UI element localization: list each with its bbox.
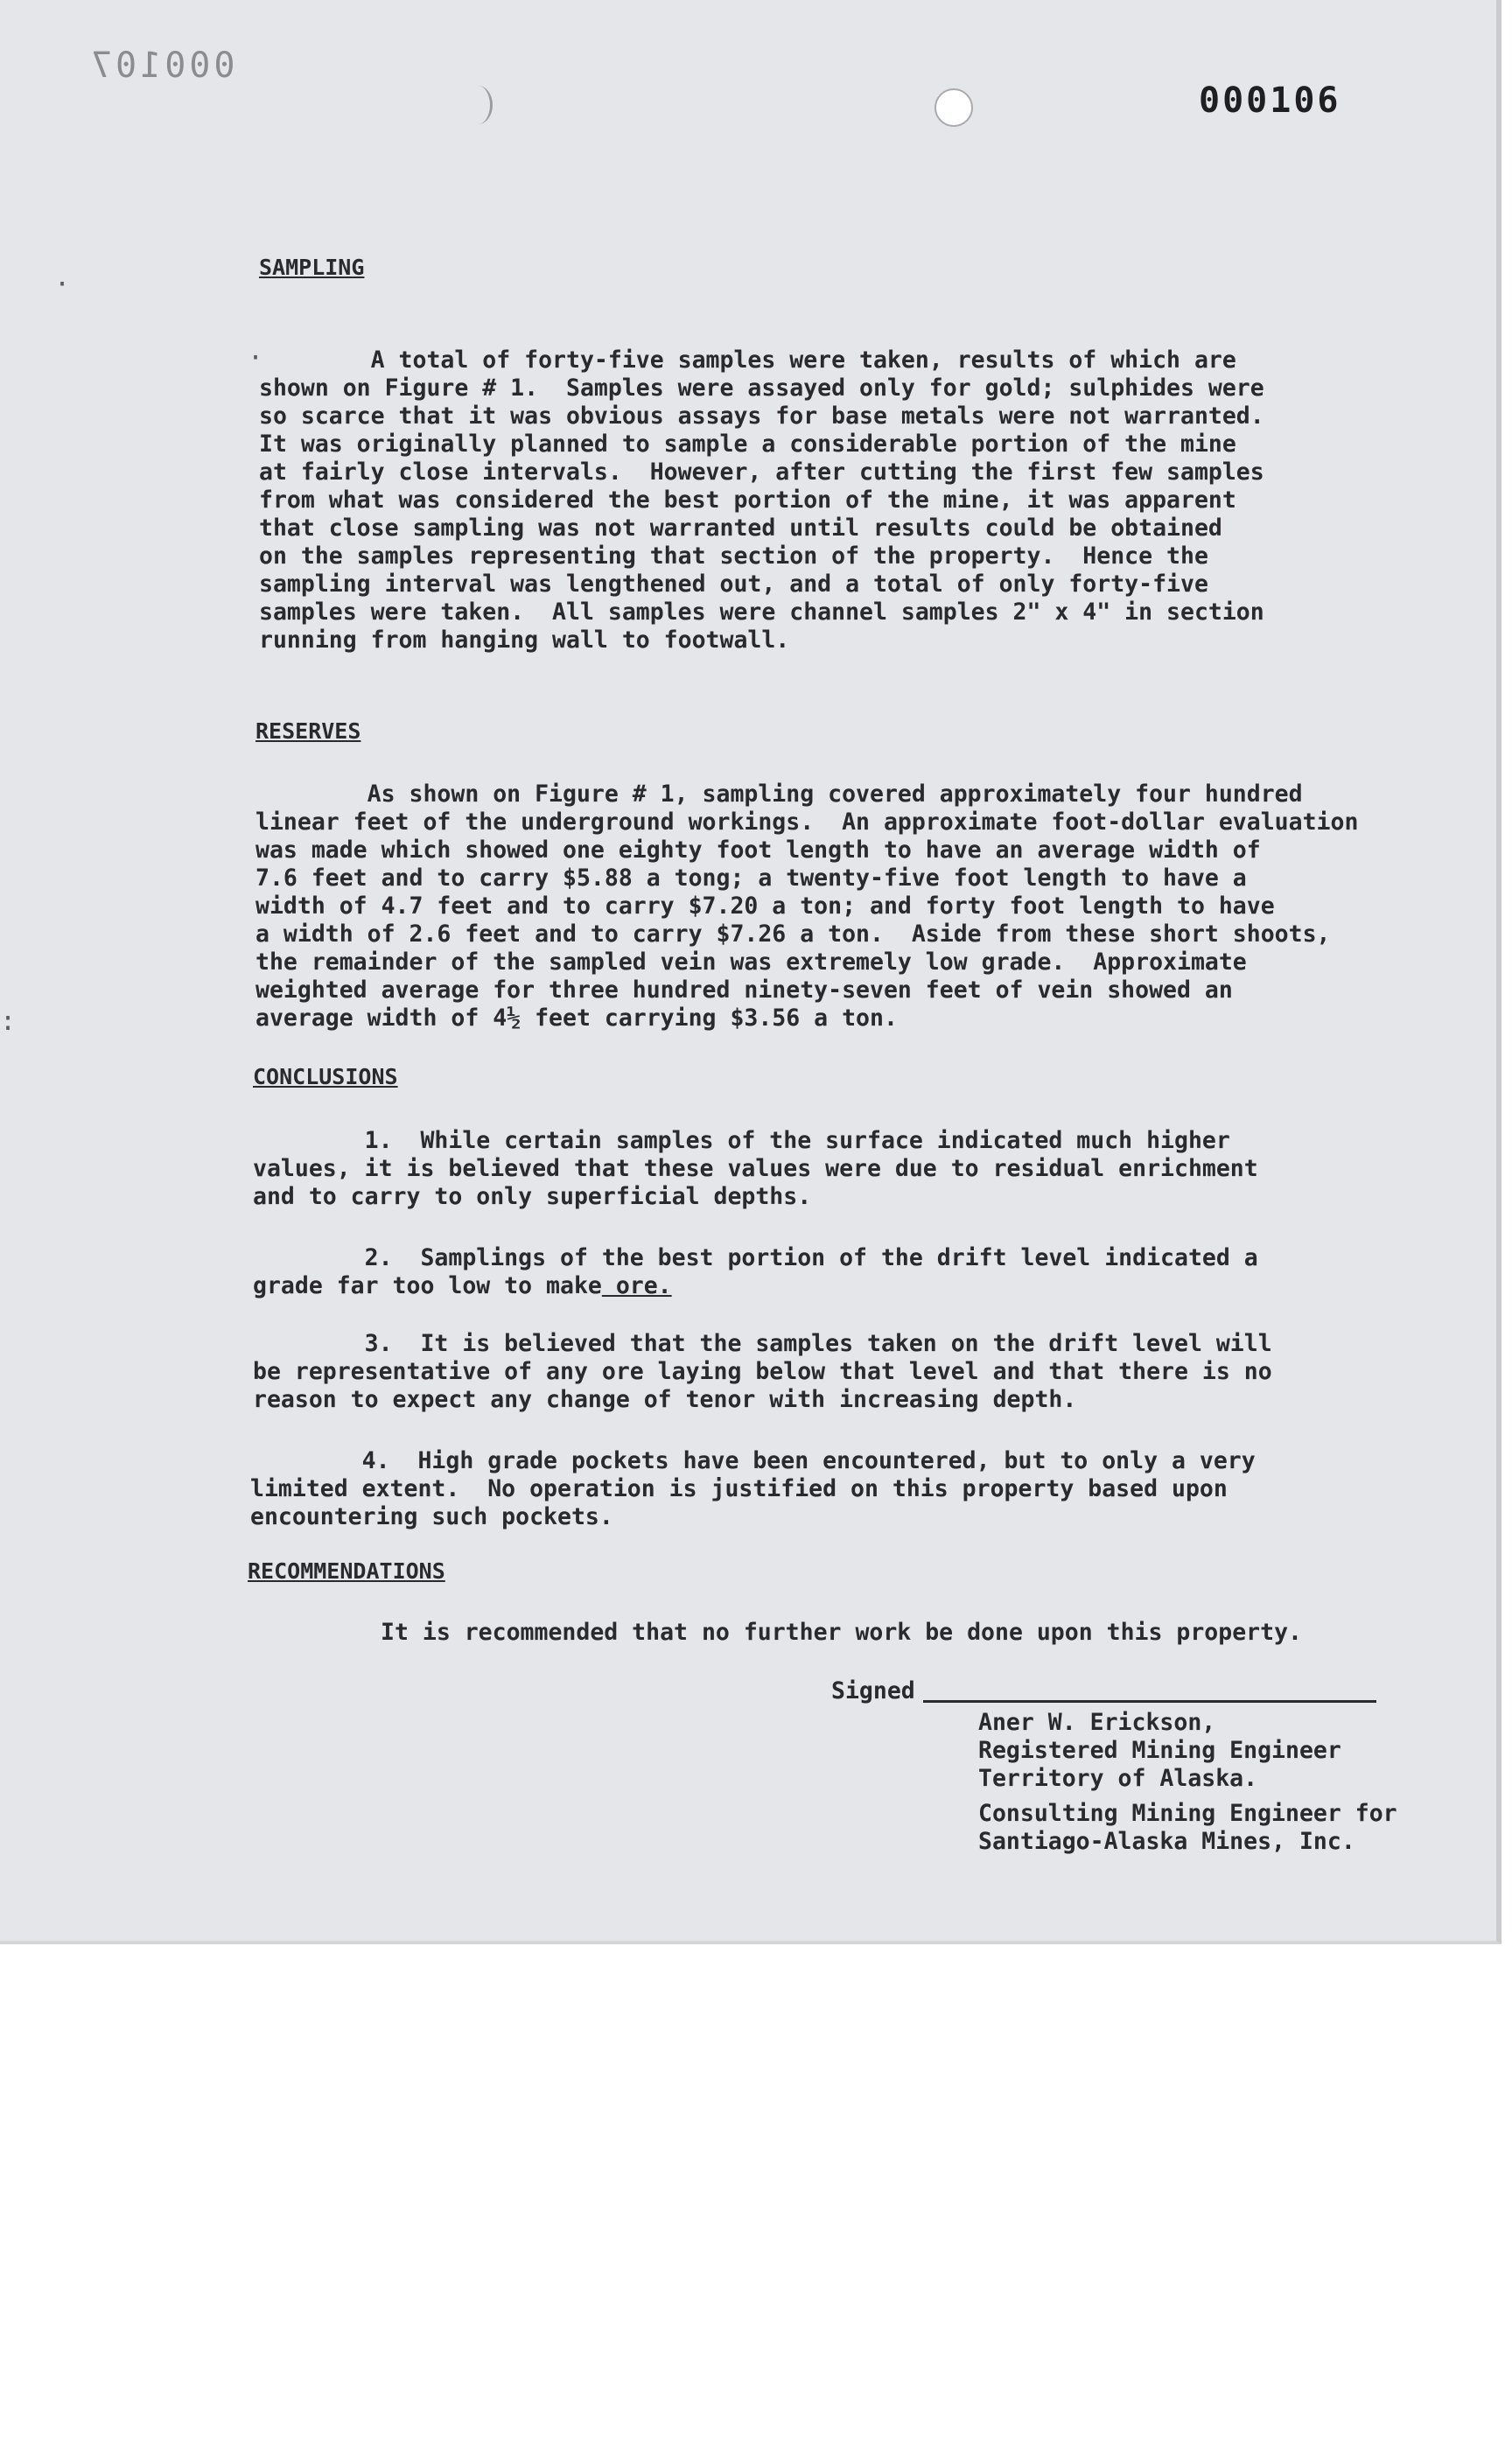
conclusion-line: limited extent. No operation is justified on this property based upon [250, 1475, 1228, 1502]
recommendations-heading: RECOMMENDATIONS [248, 1558, 445, 1584]
underlined-word: ore. [601, 1272, 672, 1299]
reserves-line: As shown on Figure # 1, sampling covered approximately four hundred [256, 780, 1303, 808]
sampling-line: samples were taken. All samples were channel samples 2" x 4" in section [259, 598, 1264, 626]
conclusion-line: be representative of any ore laying below that level and that there is no [253, 1358, 1272, 1385]
conclusions-heading: CONCLUSIONS [253, 1064, 398, 1089]
punch-hole [934, 88, 973, 127]
page-stamp-left: 000107 [88, 46, 235, 86]
conclusion-line: values, it is believed that these values were due to residual enrichment [253, 1155, 1258, 1182]
signed-label: Signed [831, 1677, 915, 1704]
sampling-line: A total of forty-five samples were taken, results of which are [259, 346, 1236, 374]
reserves-heading: RESERVES [256, 718, 361, 744]
scan-speck: · [248, 343, 264, 374]
reserves-line: 7.6 feet and to carry $5.88 a tong; a twenty-five foot length to have a [256, 864, 1247, 892]
reserves-line: was made which showed one eighty foot length to have an average width of [256, 836, 1261, 864]
conclusion-line: and to carry to only superficial depths. [253, 1183, 812, 1210]
signer-affiliation: Consulting Mining Engineer for [978, 1800, 1397, 1827]
signature-line [923, 1700, 1376, 1703]
reserves-line: linear feet of the underground workings. An approximate foot-dollar evaluation [256, 808, 1359, 836]
reserves-line: average width of 4½ feet carrying $3.56 a ton. [256, 1004, 898, 1032]
conclusion-line: 1. While certain samples of the surface indicated much higher [253, 1127, 1230, 1154]
sampling-line: shown on Figure # 1. Samples were assayed only for gold; sulphides were [259, 374, 1264, 402]
sampling-line: It was originally planned to sample a considerable portion of the mine [259, 430, 1236, 458]
reserves-line: width of 4.7 feet and to carry $7.20 a ton; and forty foot length to have [256, 892, 1275, 920]
conclusion-line: 2. Samplings of the best portion of the drift level indicated a [253, 1244, 1258, 1271]
signer-affiliation: Santiago-Alaska Mines, Inc. [978, 1828, 1355, 1855]
reserves-line: a width of 2.6 feet and to carry $7.26 a ton. Aside from these short shoots, [256, 920, 1331, 948]
conclusion-line: 4. High grade pockets have been encountered, but to only a very [250, 1447, 1256, 1474]
reserves-line: the remainder of the sampled vein was extremely low grade. Approximate [256, 948, 1247, 976]
punch-hole-shadow [464, 86, 493, 124]
sampling-line: so scarce that it was obvious assays for base metals were not warranted. [259, 402, 1264, 430]
conclusion-text: grade far too low to make [253, 1272, 602, 1299]
scan-speck: · [54, 270, 71, 300]
sampling-line: sampling interval was lengthened out, and a total of only forty-five [259, 570, 1208, 598]
reserves-line: weighted average for three hundred ninety-seven feet of vein showed an [256, 976, 1233, 1004]
sampling-line: from what was considered the best portion of the mine, it was apparent [259, 486, 1236, 514]
conclusion-line: 3. It is believed that the samples taken on the drift level will [253, 1330, 1272, 1357]
recommendation-text: It is recommended that no further work be done upon this property. [381, 1619, 1302, 1646]
signer-line: Aner W. Erickson, [978, 1709, 1216, 1736]
conclusion-line: reason to expect any change of tenor with increasing depth. [253, 1386, 1077, 1413]
scan-speck: : [0, 1006, 17, 1037]
signer-line: Registered Mining Engineer [978, 1737, 1341, 1764]
sampling-line: on the samples representing that section of the property. Hence the [259, 542, 1208, 570]
page-stamp-right: 000106 [1199, 80, 1341, 121]
conclusion-line [253, 1272, 672, 1300]
sampling-line: running from hanging wall to footwall. [259, 626, 790, 654]
sampling-line: at fairly close intervals. However, after cutting the first few samples [259, 458, 1264, 486]
sampling-line: that close sampling was not warranted until results could be obtained [259, 514, 1222, 542]
signer-line: Territory of Alaska. [978, 1765, 1258, 1792]
conclusion-line: encountering such pockets. [250, 1503, 613, 1530]
sampling-heading: SAMPLING [259, 255, 365, 280]
